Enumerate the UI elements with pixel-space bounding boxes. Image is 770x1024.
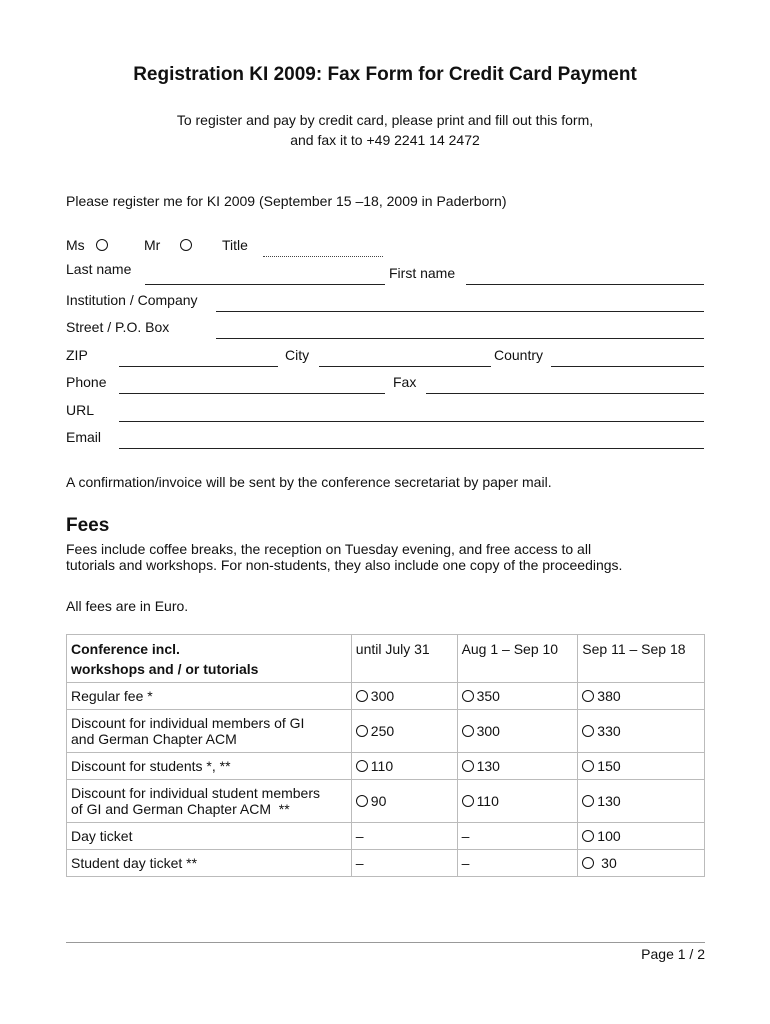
- row-label: Discount for individual student members of GI and German Chapter ACM **: [67, 780, 352, 823]
- fee-option[interactable]: 30: [582, 855, 616, 871]
- fee-option[interactable]: 90: [356, 793, 387, 809]
- intro-line-2: and fax it to +49 2241 14 2472: [290, 132, 480, 148]
- last-name-label: Last name: [66, 261, 132, 277]
- row-label: Day ticket: [67, 823, 352, 850]
- first-name-label: First name: [389, 265, 456, 281]
- table-row: [67, 753, 705, 780]
- header-category-line-2: workshops and / or tutorials: [71, 661, 259, 677]
- fee-option[interactable]: 250: [356, 723, 394, 739]
- zip-label: ZIP: [66, 347, 88, 363]
- intro-line-1: To register and pay by credit card, please print and fill out this form,: [176, 112, 594, 128]
- fee-option[interactable]: 130: [462, 758, 500, 774]
- ms-label: Ms: [66, 237, 85, 253]
- radio-circle-icon: [582, 795, 594, 807]
- table-row: [67, 780, 705, 823]
- mr-label: Mr: [144, 237, 161, 253]
- country-label: Country: [494, 347, 544, 363]
- confirmation-note: A confirmation/invoice will be sent by the conference secretariat by paper mail.: [66, 474, 552, 490]
- row-label: Student day ticket **: [67, 850, 352, 877]
- fee-option[interactable]: 150: [582, 758, 620, 774]
- radio-circle-icon: [582, 690, 594, 702]
- table-row: [67, 683, 705, 710]
- radio-circle-icon: [356, 795, 368, 807]
- header-category: [67, 635, 352, 683]
- table-row: [67, 850, 705, 877]
- email-label: Email: [66, 429, 102, 445]
- page-number: Page 1 / 2: [641, 946, 705, 962]
- fees-table: [66, 634, 705, 877]
- radio-circle-icon: [462, 690, 474, 702]
- table-header-row: [67, 635, 705, 683]
- city-label: City: [285, 347, 310, 363]
- header-until-july-31: until July 31: [351, 635, 457, 683]
- fees-desc-2: tutorials and workshops. For non-students, they also include one copy of the proceedings.: [66, 557, 623, 573]
- row-label: Discount for individual members of GI and German Chapter ACM: [67, 710, 352, 753]
- mr-radio[interactable]: [180, 239, 192, 251]
- city-field[interactable]: [319, 366, 491, 367]
- street-field[interactable]: [216, 338, 704, 339]
- fax-label: Fax: [393, 374, 417, 390]
- fax-field[interactable]: [426, 393, 704, 394]
- phone-label: Phone: [66, 374, 107, 390]
- institution-label: Institution / Company: [66, 292, 198, 308]
- email-field[interactable]: [119, 448, 704, 449]
- register-text: Please register me for KI 2009 (September 15 –18, 2009 in Paderborn): [66, 193, 507, 209]
- zip-field[interactable]: [119, 366, 278, 367]
- fee-option[interactable]: 380: [582, 688, 620, 704]
- fee-option[interactable]: 110: [356, 758, 393, 774]
- radio-circle-icon: [356, 725, 368, 737]
- table-row: [67, 823, 705, 850]
- currency-note: All fees are in Euro.: [66, 598, 189, 614]
- title-label: Title: [222, 237, 248, 253]
- row-label: Regular fee *: [67, 683, 352, 710]
- country-field[interactable]: [551, 366, 704, 367]
- radio-circle-icon: [462, 760, 474, 772]
- url-label: URL: [66, 402, 95, 418]
- not-available-cell: –: [351, 850, 457, 877]
- radio-circle-icon: [356, 690, 368, 702]
- not-available-cell: –: [457, 823, 578, 850]
- url-field[interactable]: [119, 421, 704, 422]
- table-row: [67, 710, 705, 753]
- fee-option[interactable]: 300: [356, 688, 394, 704]
- radio-circle-icon: [356, 760, 368, 772]
- radio-circle-icon: [582, 725, 594, 737]
- not-available-cell: –: [351, 823, 457, 850]
- header-sep11-sep18: Sep 11 – Sep 18: [578, 635, 705, 683]
- fees-desc-1: Fees include coffee breaks, the reception on Tuesday evening, and free access to all: [66, 541, 592, 557]
- fee-option[interactable]: 110: [462, 793, 499, 809]
- fee-option[interactable]: 330: [582, 723, 620, 739]
- last-name-field[interactable]: [145, 284, 385, 285]
- radio-circle-icon: [462, 795, 474, 807]
- first-name-field[interactable]: [466, 284, 704, 285]
- street-label: Street / P.O. Box: [66, 319, 170, 335]
- footer-divider: [66, 942, 705, 943]
- fee-option[interactable]: 100: [582, 828, 620, 844]
- institution-field[interactable]: [216, 311, 704, 312]
- phone-field[interactable]: [119, 393, 385, 394]
- title-field[interactable]: [263, 256, 383, 257]
- page-title: Registration KI 2009: Fax Form for Credit Card Payment: [133, 64, 637, 85]
- row-label: Discount for students *, **: [67, 753, 352, 780]
- header-aug1-sep10: Aug 1 – Sep 10: [457, 635, 578, 683]
- radio-circle-icon: [582, 830, 594, 842]
- header-category-line-1: Conference incl.: [71, 641, 180, 657]
- fee-option[interactable]: 350: [462, 688, 500, 704]
- fees-heading: Fees: [66, 515, 110, 536]
- radio-circle-icon: [582, 760, 594, 772]
- fee-option[interactable]: 300: [462, 723, 500, 739]
- ms-radio[interactable]: [96, 239, 108, 251]
- radio-circle-icon: [462, 725, 474, 737]
- fee-option[interactable]: 130: [582, 793, 620, 809]
- not-available-cell: –: [457, 850, 578, 877]
- radio-circle-icon: [582, 857, 594, 869]
